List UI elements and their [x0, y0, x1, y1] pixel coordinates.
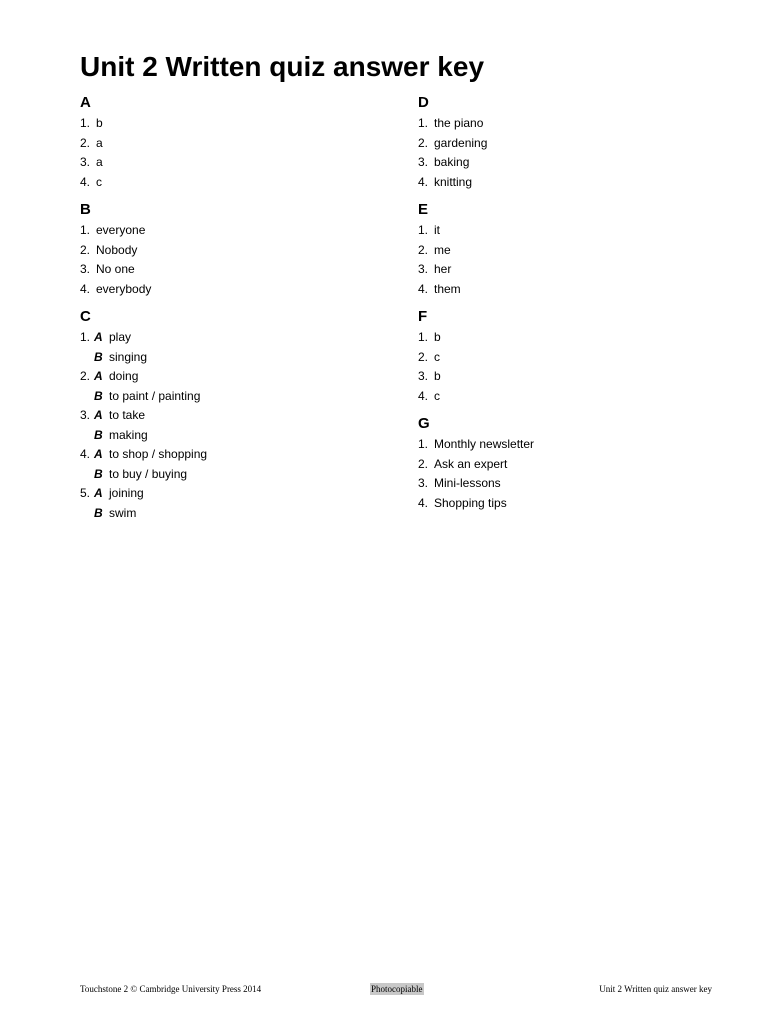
section-heading: A	[80, 94, 91, 111]
item-answer: Monthly newsletter	[434, 437, 535, 451]
item-answer: to buy / buying	[109, 466, 188, 481]
answer-item	[80, 280, 380, 300]
footer-document-title: Unit 2 Written quiz answer key	[599, 984, 712, 994]
answer-item	[80, 367, 380, 387]
answer-item	[418, 153, 718, 173]
item-number: 3.	[80, 155, 91, 169]
answer-item	[80, 153, 380, 173]
item-part-letter: A	[94, 447, 103, 461]
item-number: 4.	[418, 388, 429, 403]
answer-item	[80, 114, 380, 134]
item-number: 1.	[418, 223, 429, 237]
page-title: Unit 2 Written quiz answer key	[80, 51, 485, 82]
answer-item	[80, 328, 380, 348]
answer-item	[80, 445, 380, 465]
answer-item	[80, 484, 380, 504]
item-part-letter: A	[94, 486, 103, 500]
item-number: 4.	[418, 281, 429, 296]
section-heading: B	[80, 201, 91, 218]
answer-item	[80, 465, 380, 485]
answer-item	[418, 328, 718, 348]
item-answer: b	[434, 330, 441, 344]
item-part-letter: B	[94, 466, 103, 481]
item-number: 2.	[80, 135, 91, 150]
item-number: 2.	[418, 242, 429, 257]
item-number: 5.	[80, 486, 91, 500]
item-number: 2.	[418, 456, 429, 471]
item-number: 3.	[418, 262, 429, 276]
item-answer: everyone	[96, 223, 146, 237]
item-part-letter: B	[94, 388, 103, 403]
answer-item	[418, 114, 718, 134]
item-answer: making	[109, 427, 148, 442]
item-answer: swim	[109, 505, 137, 520]
answer-item	[80, 406, 380, 426]
section-a	[80, 92, 380, 192]
answer-item	[418, 134, 718, 154]
item-number: 1.	[418, 330, 429, 344]
answer-item	[80, 221, 380, 241]
section-heading: G	[418, 415, 430, 432]
item-answer: to take	[109, 408, 146, 422]
item-answer: Mini-lessons	[434, 476, 501, 490]
item-number: 3.	[418, 369, 429, 383]
answer-item	[418, 260, 718, 280]
item-number: 3.	[418, 155, 429, 169]
item-answer: it	[434, 223, 440, 237]
section-heading: D	[418, 94, 429, 111]
item-number: 3.	[418, 476, 429, 490]
item-answer: her	[434, 262, 452, 276]
item-answer: joining	[109, 486, 144, 500]
item-answer: Shopping tips	[434, 495, 507, 510]
answer-item	[418, 387, 718, 407]
answer-item	[80, 426, 380, 446]
section-f	[418, 306, 718, 406]
item-answer: to paint / painting	[109, 388, 201, 403]
item-part-letter: B	[94, 505, 103, 520]
footer-photocopiable-label: Photocopiable	[371, 984, 423, 994]
item-number: 1.	[80, 330, 91, 344]
item-number: 4.	[80, 447, 91, 461]
item-number: 2.	[418, 135, 429, 150]
section-c	[80, 306, 380, 523]
item-number: 4.	[80, 174, 91, 189]
item-number: 1.	[80, 116, 91, 130]
item-part-letter: A	[94, 330, 103, 344]
item-answer: gardening	[434, 135, 488, 150]
answer-item	[418, 280, 718, 300]
item-number: 3.	[80, 262, 91, 276]
answer-item	[80, 387, 380, 407]
page-footer	[80, 983, 712, 995]
answer-item	[80, 241, 380, 261]
item-number: 4.	[418, 495, 429, 510]
item-answer: b	[96, 116, 103, 130]
answer-item	[418, 241, 718, 261]
item-number: 3.	[80, 408, 91, 422]
section-d	[418, 92, 718, 192]
footer-copyright: Touchstone 2 © Cambridge University Press 2014	[80, 984, 262, 994]
item-answer: the piano	[434, 116, 484, 130]
left-column	[80, 92, 380, 530]
item-answer: singing	[109, 349, 148, 364]
answer-item	[418, 455, 718, 475]
item-number: 1.	[418, 437, 429, 451]
item-part-letter: B	[94, 349, 103, 364]
item-answer: them	[434, 281, 461, 296]
item-number: 4.	[418, 174, 429, 189]
item-answer: a	[96, 155, 103, 169]
answer-item	[418, 435, 718, 455]
item-answer: Ask an expert	[434, 456, 508, 471]
answer-item	[80, 348, 380, 368]
item-answer: everybody	[96, 281, 152, 296]
item-answer: baking	[434, 155, 470, 169]
item-part-letter: B	[94, 427, 103, 442]
answer-item	[418, 367, 718, 387]
item-answer: c	[434, 388, 440, 403]
answer-item	[418, 474, 718, 494]
item-answer: b	[434, 369, 441, 383]
item-answer: doing	[109, 369, 139, 383]
item-answer: No one	[96, 262, 135, 276]
item-answer: me	[434, 242, 451, 257]
section-heading: E	[418, 201, 429, 218]
item-answer: play	[109, 330, 132, 344]
answer-item	[418, 221, 718, 241]
item-answer: c	[434, 349, 440, 364]
section-b	[80, 199, 380, 299]
item-part-letter: A	[94, 408, 103, 422]
answer-item	[418, 173, 718, 193]
section-e	[418, 199, 718, 299]
item-number: 2.	[418, 349, 429, 364]
item-answer: knitting	[434, 174, 473, 189]
answer-item	[80, 504, 380, 524]
item-number: 1.	[80, 223, 91, 237]
item-answer: Nobody	[96, 242, 138, 257]
answer-item	[418, 348, 718, 368]
answer-item	[418, 494, 718, 514]
item-answer: to shop / shopping	[109, 447, 208, 461]
answer-item	[80, 173, 380, 193]
section-heading: C	[80, 308, 91, 325]
item-number: 1.	[418, 116, 429, 130]
section-heading: F	[418, 308, 428, 325]
item-answer: c	[96, 174, 102, 189]
item-answer: a	[96, 135, 103, 150]
answer-item	[80, 134, 380, 154]
section-g	[418, 413, 718, 513]
item-number: 2.	[80, 242, 91, 257]
right-column	[418, 92, 718, 520]
answer-item	[80, 260, 380, 280]
item-number: 4.	[80, 281, 91, 296]
item-part-letter: A	[94, 369, 103, 383]
item-number: 2.	[80, 369, 91, 383]
